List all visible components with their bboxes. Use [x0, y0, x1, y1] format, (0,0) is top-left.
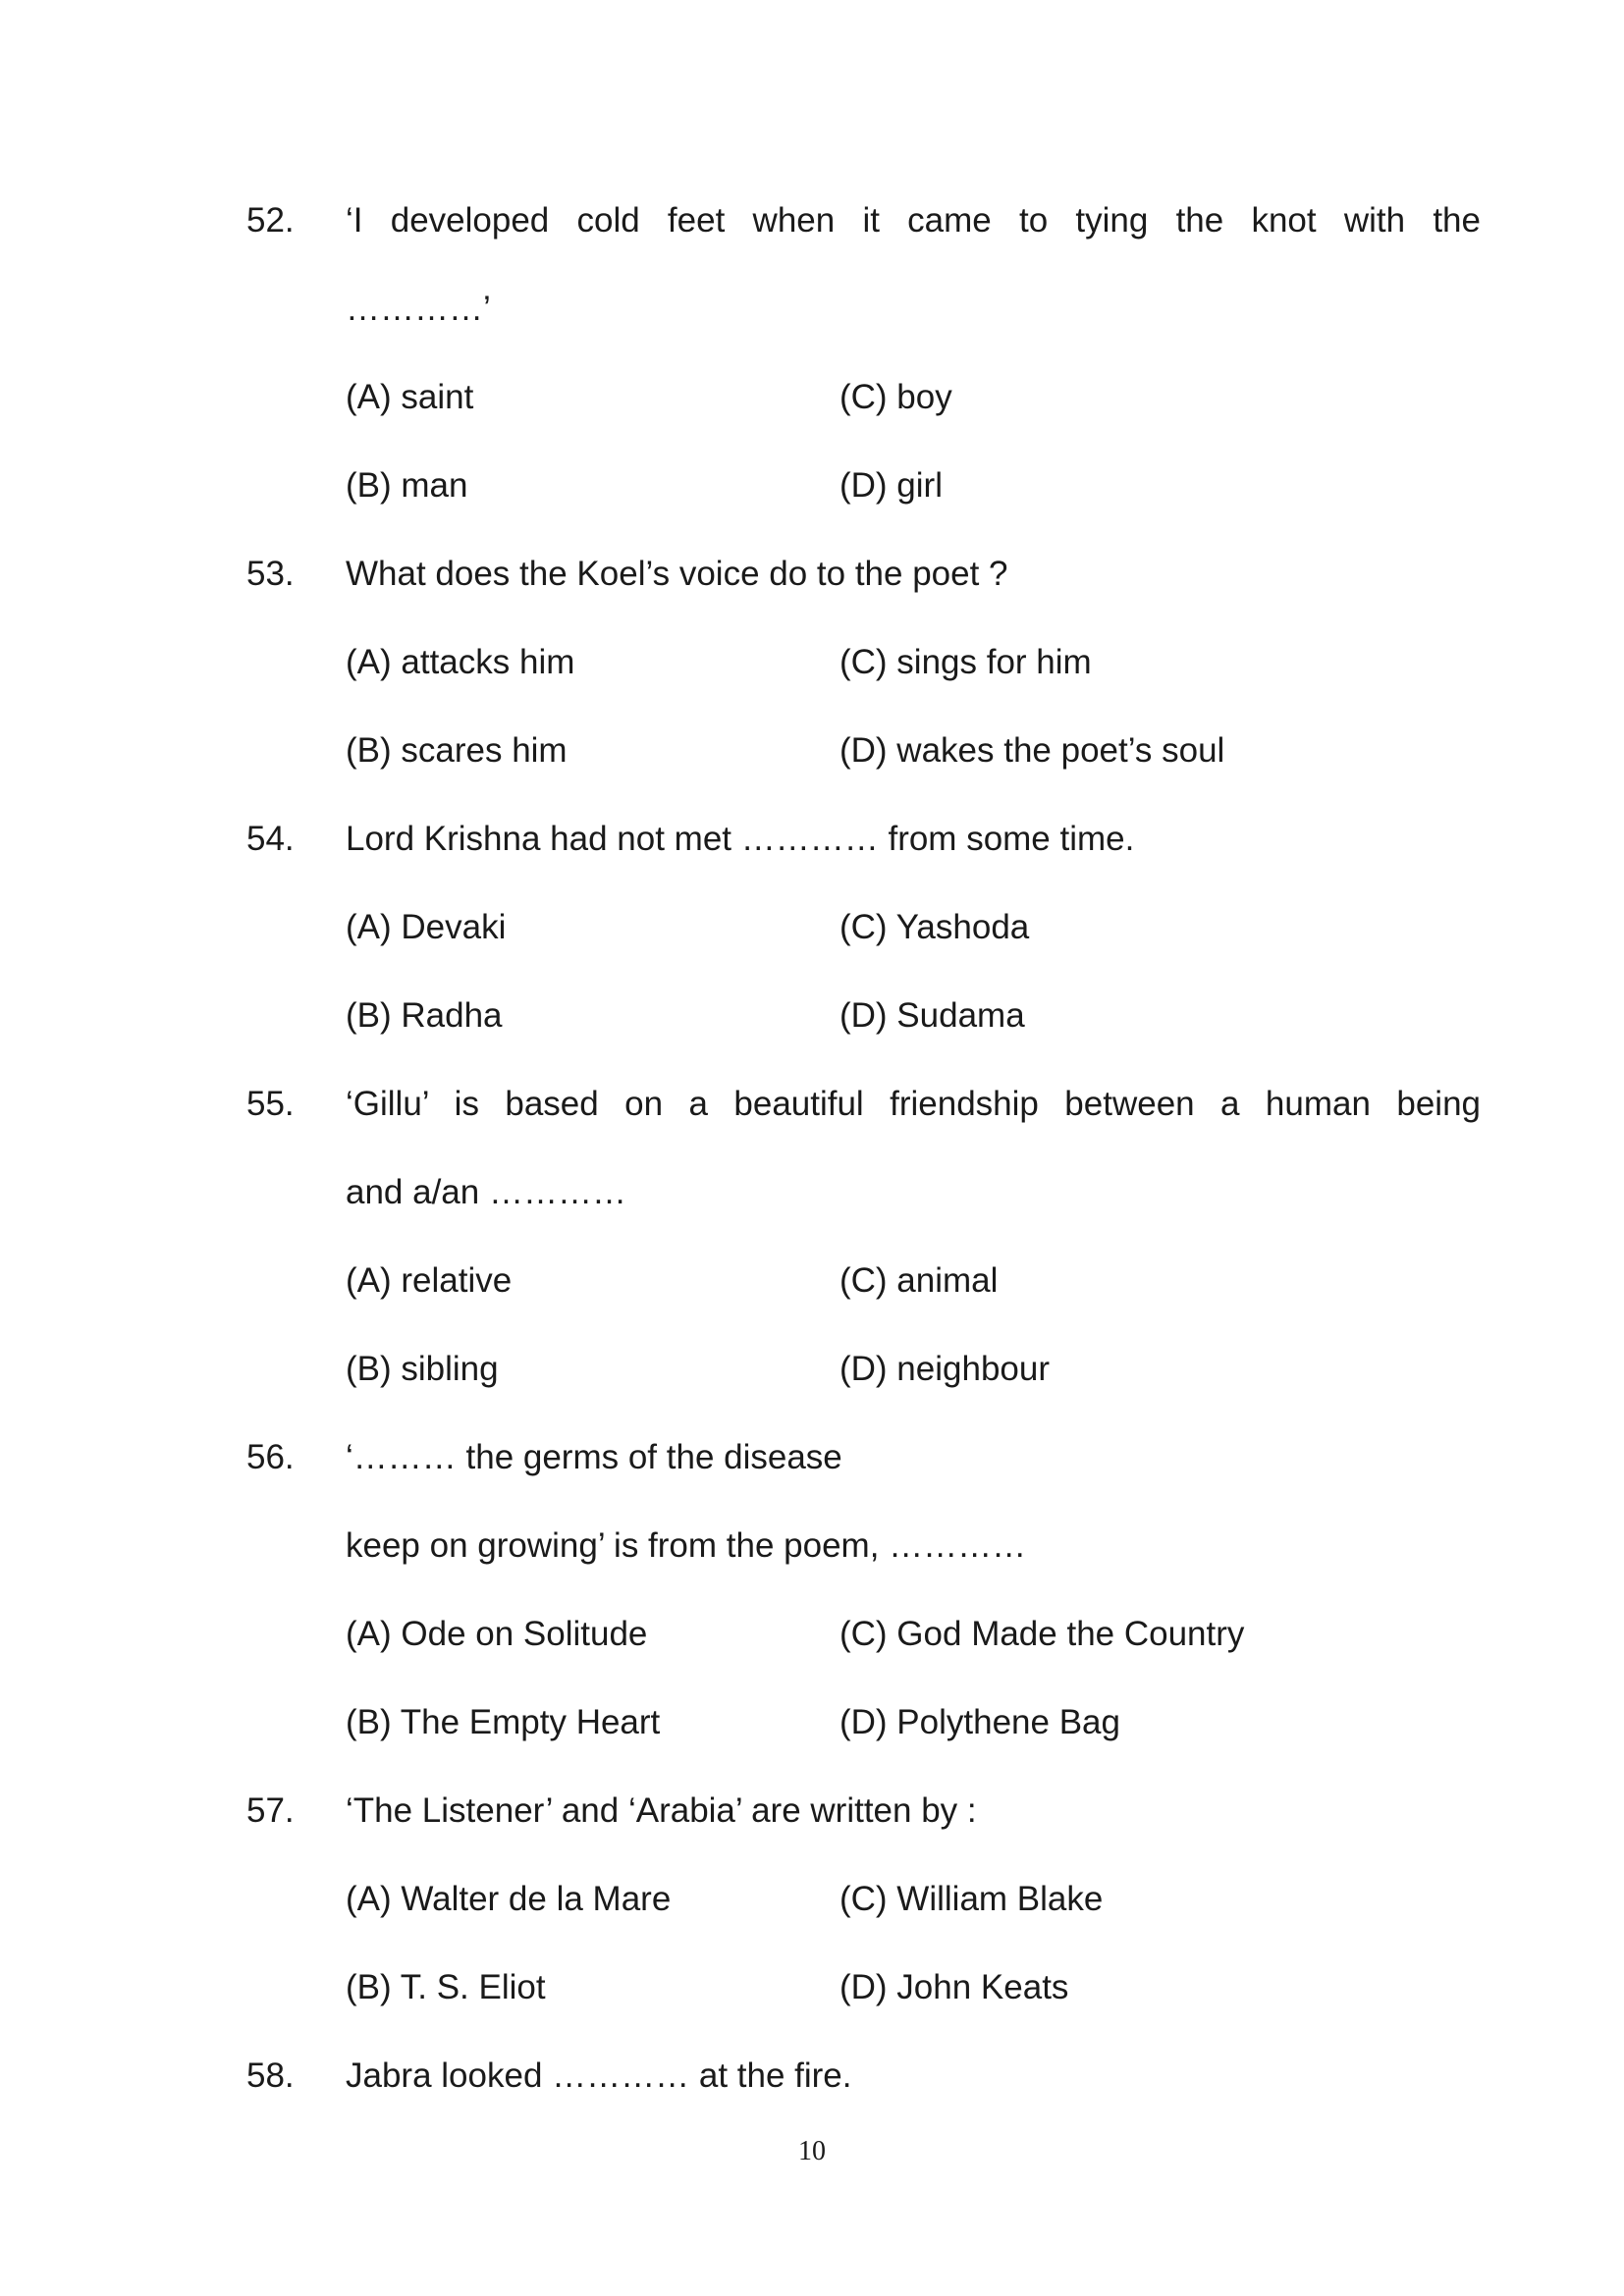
- option: (B) The Empty Heart: [346, 1703, 661, 1741]
- option: (A) attacks him: [346, 643, 575, 681]
- question-57: [0, 1767, 1624, 2032]
- question-number: 58.: [246, 2056, 295, 2095]
- option: (C) animal: [839, 1261, 999, 1300]
- option: (D) girl: [839, 466, 943, 505]
- option-row: [0, 442, 1624, 530]
- question-text: ‘……… the germs of the disease: [346, 1438, 842, 1476]
- question-line: [0, 2032, 1624, 2120]
- question-text: ‘The Listener’ and ‘Arabia’ are written by :: [346, 1791, 977, 1830]
- question-54: [0, 795, 1624, 1060]
- question-text: Jabra looked ………… at the fire.: [346, 2056, 852, 2095]
- question-number: 55.: [246, 1085, 295, 1123]
- question-line: [0, 795, 1624, 883]
- question-line: [0, 1767, 1624, 1855]
- option-row: [0, 1679, 1624, 1767]
- option: (C) sings for him: [839, 643, 1092, 681]
- option: (D) Polythene Bag: [839, 1703, 1120, 1741]
- question-line: [0, 530, 1624, 618]
- option: (C) Yashoda: [839, 908, 1030, 946]
- option: (A) Ode on Solitude: [346, 1615, 648, 1653]
- question-number: 54.: [246, 820, 295, 858]
- question-line: [0, 1148, 1624, 1237]
- option-row: [0, 1590, 1624, 1679]
- option: (D) Sudama: [839, 996, 1025, 1035]
- question-number: 52.: [246, 201, 295, 240]
- option: (C) William Blake: [839, 1880, 1104, 1918]
- option: (D) wakes the poet’s soul: [839, 731, 1225, 770]
- option: (D) John Keats: [839, 1968, 1069, 2006]
- option-row: [0, 1944, 1624, 2032]
- question-56: [0, 1414, 1624, 1767]
- question-number: 57.: [246, 1791, 295, 1830]
- question-text: ‘I developed cold feet when it came to tying the knot with the: [346, 201, 1481, 240]
- option: (C) boy: [839, 378, 952, 416]
- question-line: [0, 265, 1624, 353]
- option-row: [0, 1237, 1624, 1325]
- option-row: [0, 353, 1624, 442]
- option-row: [0, 1325, 1624, 1414]
- question-line: [0, 177, 1624, 265]
- question-number: 56.: [246, 1438, 295, 1476]
- option-row: [0, 707, 1624, 795]
- option: (C) God Made the Country: [839, 1615, 1245, 1653]
- option-row: [0, 883, 1624, 972]
- option: (B) Radha: [346, 996, 503, 1035]
- option-row: [0, 618, 1624, 707]
- question-line: [0, 1414, 1624, 1502]
- question-text: What does the Koel’s voice do to the poet ?: [346, 555, 1008, 593]
- page-number: 10: [798, 2136, 826, 2166]
- option: (B) scares him: [346, 731, 568, 770]
- question-55: [0, 1060, 1624, 1414]
- question-text: keep on growing’ is from the poem, …………: [346, 1526, 1027, 1565]
- question-text: Lord Krishna had not met ………… from some time.: [346, 820, 1135, 858]
- option-row: [0, 1855, 1624, 1944]
- question-list: [0, 177, 1624, 2120]
- question-text: ‘Gillu’ is based on a beautiful friendship between a human being: [346, 1085, 1481, 1123]
- option: (B) T. S. Eliot: [346, 1968, 546, 2006]
- option: (A) Walter de la Mare: [346, 1880, 672, 1918]
- question-number: 53.: [246, 555, 295, 593]
- option: (B) man: [346, 466, 468, 505]
- option: (A) saint: [346, 378, 474, 416]
- question-text: and a/an …………: [346, 1173, 626, 1211]
- option-row: [0, 972, 1624, 1060]
- question-58: [0, 2032, 1624, 2120]
- option: (A) relative: [346, 1261, 513, 1300]
- question-text: …………’: [346, 290, 491, 328]
- question-line: [0, 1060, 1624, 1148]
- question-52: [0, 177, 1624, 530]
- question-line: [0, 1502, 1624, 1590]
- option: (A) Devaki: [346, 908, 507, 946]
- question-53: [0, 530, 1624, 795]
- option: (D) neighbour: [839, 1350, 1050, 1388]
- option: (B) sibling: [346, 1350, 499, 1388]
